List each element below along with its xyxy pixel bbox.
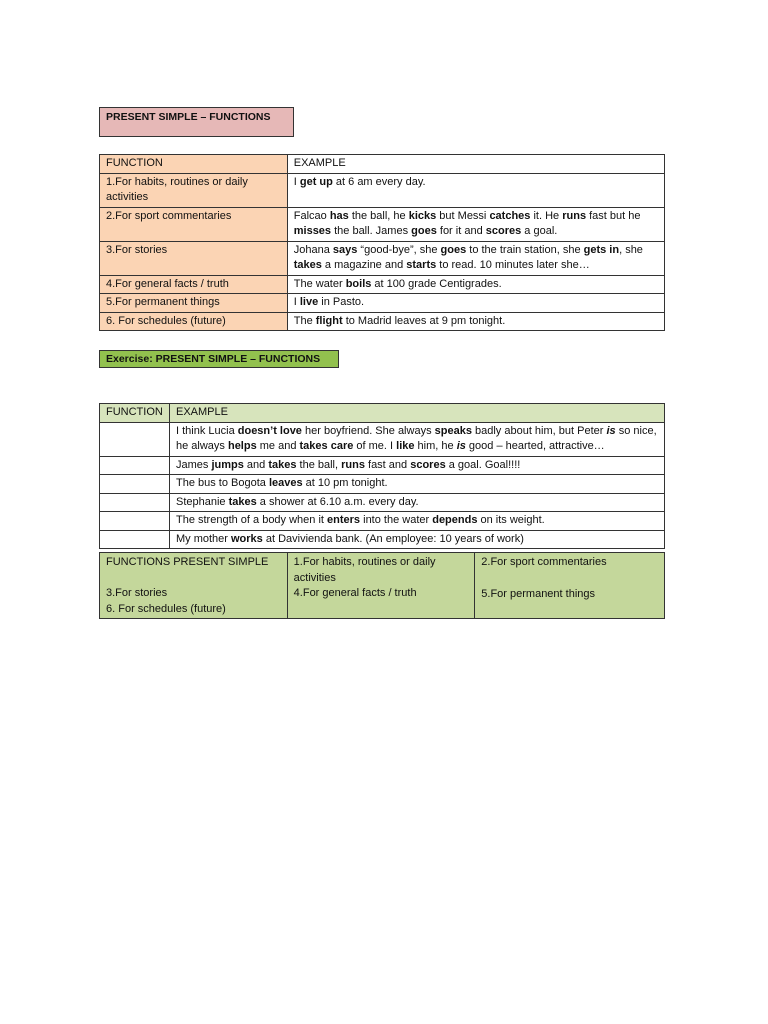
summary-item: 6. For schedules (future) xyxy=(106,602,226,615)
example-cell: Stephanie takes a shower at 6.10 a.m. every day. xyxy=(169,493,664,512)
table-row xyxy=(100,422,665,456)
summary-row xyxy=(100,553,665,619)
summary-heading: FUNCTIONS PRESENT SIMPLE xyxy=(106,556,269,568)
function-cell: 3.For stories xyxy=(100,241,288,275)
summary-item: 4.For general facts / truth xyxy=(293,587,417,599)
example-cell: The flight to Madrid leaves at 9 pm tonight. xyxy=(287,312,664,331)
header-example: EXAMPLE xyxy=(169,404,664,423)
answer-cell[interactable] xyxy=(100,456,170,475)
summary-item: 2.For sport commentaries xyxy=(481,556,607,568)
example-cell: I live in Pasto. xyxy=(287,294,664,313)
table-row xyxy=(100,207,665,241)
answer-cell[interactable] xyxy=(100,530,170,549)
functions-summary-table xyxy=(99,552,665,619)
summary-item: 1.For habits, routines or daily activities xyxy=(293,556,436,584)
answer-cell[interactable] xyxy=(100,475,170,494)
summary-spacer xyxy=(106,571,281,587)
table-row xyxy=(100,275,665,294)
table-header-row xyxy=(100,404,665,423)
summary-col-2 xyxy=(287,553,475,619)
exercise-table xyxy=(99,403,665,549)
table-header-row xyxy=(100,155,665,174)
table-row xyxy=(100,475,665,494)
function-cell: 2.For sport commentaries xyxy=(100,207,288,241)
table-row xyxy=(100,241,665,275)
answer-cell[interactable] xyxy=(100,512,170,531)
functions-table xyxy=(99,154,665,331)
header-function: FUNCTION xyxy=(100,404,170,423)
section-title-functions: PRESENT SIMPLE – FUNCTIONS xyxy=(99,107,294,137)
example-cell: I think Lucia doesn’t love her boyfriend. She always speaks badly about him, but Peter is so nice, he always helps me and takes care of me. I like him, he is good – hearted, attractive… xyxy=(169,422,664,456)
header-function: FUNCTION xyxy=(100,155,288,174)
header-example: EXAMPLE xyxy=(287,155,664,174)
example-cell: Falcao has the ball, he kicks but Messi catches it. He runs fast but he misses the ball. James goes for it and scores a goal. xyxy=(287,207,664,241)
answer-cell[interactable] xyxy=(100,422,170,456)
table-row xyxy=(100,173,665,207)
example-cell: The water boils at 100 grade Centigrades. xyxy=(287,275,664,294)
table-row xyxy=(100,512,665,531)
function-cell: 6. For schedules (future) xyxy=(100,312,288,331)
table-row xyxy=(100,493,665,512)
function-cell: 4.For general facts / truth xyxy=(100,275,288,294)
table-row xyxy=(100,294,665,313)
answer-cell[interactable] xyxy=(100,493,170,512)
example-cell: My mother works at Davivienda bank. (An employee: 10 years of work) xyxy=(169,530,664,549)
example-cell: The bus to Bogota leaves at 10 pm tonight. xyxy=(169,475,664,494)
section-title-exercise: Exercise: PRESENT SIMPLE – FUNCTIONS xyxy=(99,350,339,368)
summary-item: 3.For stories xyxy=(106,587,168,599)
example-cell: I get up at 6 am every day. xyxy=(287,173,664,207)
table-row xyxy=(100,456,665,475)
summary-col-3 xyxy=(475,553,665,619)
example-cell: Johana says “good-bye”, she goes to the train station, she gets in, she takes a magazine and starts to read. 10 minutes later she… xyxy=(287,241,664,275)
function-cell: 5.For permanent things xyxy=(100,294,288,313)
table-row xyxy=(100,530,665,549)
summary-item: 5.For permanent things xyxy=(481,587,596,600)
table-row xyxy=(100,312,665,331)
summary-col-1 xyxy=(100,553,288,619)
example-cell: James jumps and takes the ball, runs fast and scores a goal. Goal!!!! xyxy=(169,456,664,475)
function-cell: 1.For habits, routines or daily activities xyxy=(100,173,288,207)
example-cell: The strength of a body when it enters into the water depends on its weight. xyxy=(169,512,664,531)
